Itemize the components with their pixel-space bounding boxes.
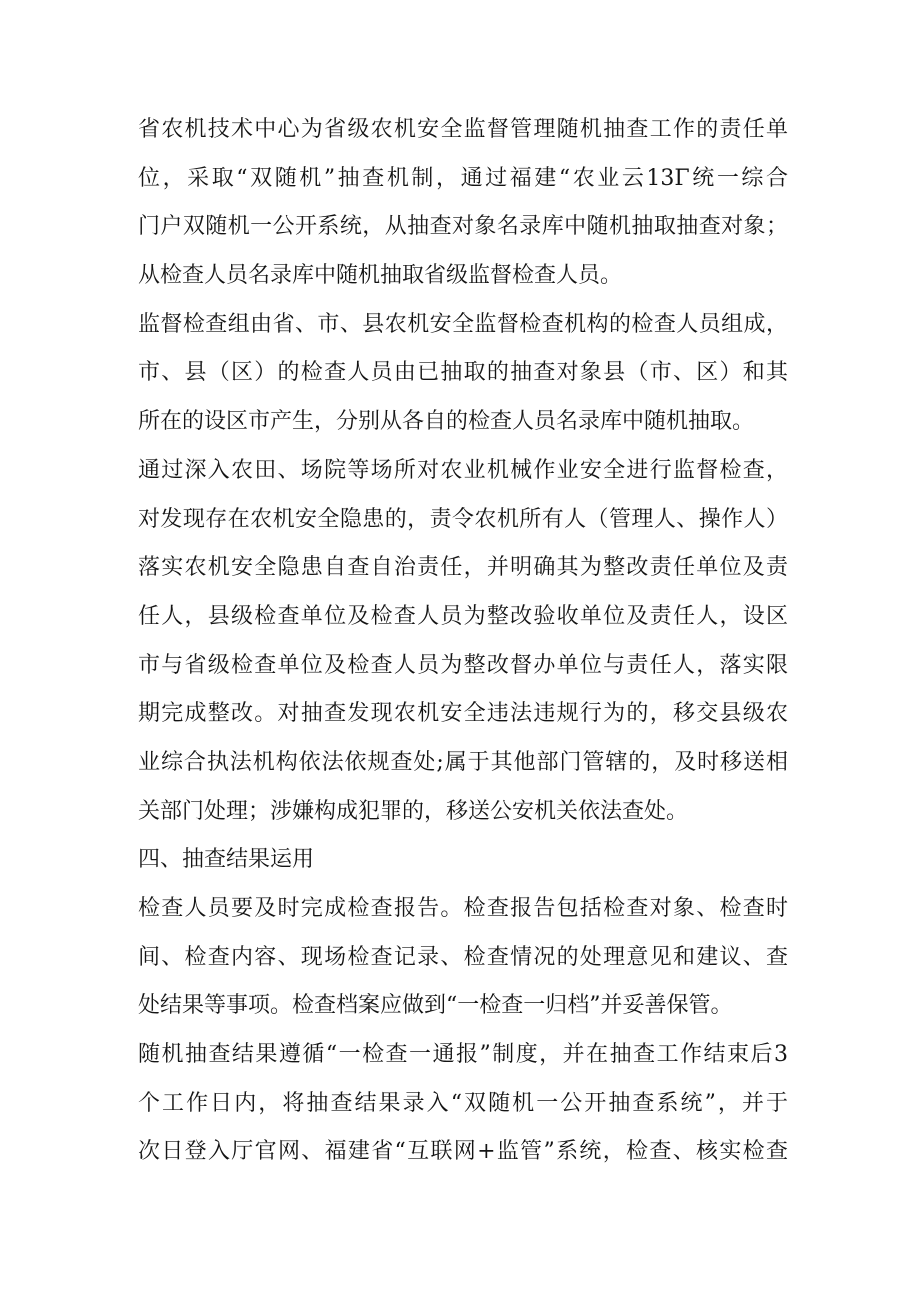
text-line: 监督检查组由省、市、县农机安全监督检查机构的检查人员组成， [138,311,788,337]
text-line: 期完成整改。对抽查发现农机安全违法违规行为的，移交县级农 [138,701,788,727]
document-body [138,106,788,1177]
text-line: 随机抽查结果遵循“一检查一通报”制度，并在抽查工作结束后3 [138,1042,788,1068]
text-line: 通过深入农田、场院等场所对农业机械作业安全进行监督检查， [138,457,788,483]
text-line: 省农机技术中心为省级农机安全监督管理随机抽查工作的责任单 [138,117,788,142]
text-line: 业综合执法机构依法依规查处;属于其他部门管辖的，及时移送相 [138,749,788,775]
text-line: 对发现存在农机安全隐患的，责令农机所有人（管理人、操作人） [138,506,788,532]
text-line: 门户双随机一公开系统，从抽查对象名录库中随机抽取抽查对象； [138,214,788,240]
text-line: 处结果等事项。检查档案应做到“一检查一归档”并妥善保管。 [138,993,733,1019]
text-line: 位，采取“双随机”抽查机制，通过福建“农业云13Γ统一综合 [138,165,788,191]
text-line: 市、县（区）的检查人员由已抽取的抽查对象县（市、区）和其 [138,360,788,386]
text-line: 个工作日内，将抽查结果录入“双随机一公开抽查系统”，并于 [138,1090,788,1116]
text-line: 间、检查内容、现场检查记录、检查情况的处理意见和建议、查 [138,944,788,970]
text-line: 检查人员要及时完成检查报告。检查报告包括检查对象、检查时 [138,896,788,921]
section-heading: 四、抽查结果运用 [138,847,315,873]
text-line: 任人，县级检查单位及检查人员为整改验收单位及责任人，设区 [138,603,788,629]
text-line: 关部门处理；涉嫌构成犯罪的，移送公安机关依法查处。 [138,798,689,824]
text-line: 次日登入厅官网、福建省“互联网+监管”系统，检查、核实检查 [138,1139,788,1165]
text-line: 从检查人员名录库中随机抽取省级监督检查人员。 [138,263,623,289]
text-line: 落实农机安全隐患自查自治责任，并明确其为整改责任单位及责 [138,555,788,581]
text-line: 所在的设区市产生，分别从各自的检查人员名录库中随机抽取。 [138,409,755,435]
text-line: 市与省级检查单位及检查人员为整改督办单位与责任人，落实限 [138,652,788,678]
